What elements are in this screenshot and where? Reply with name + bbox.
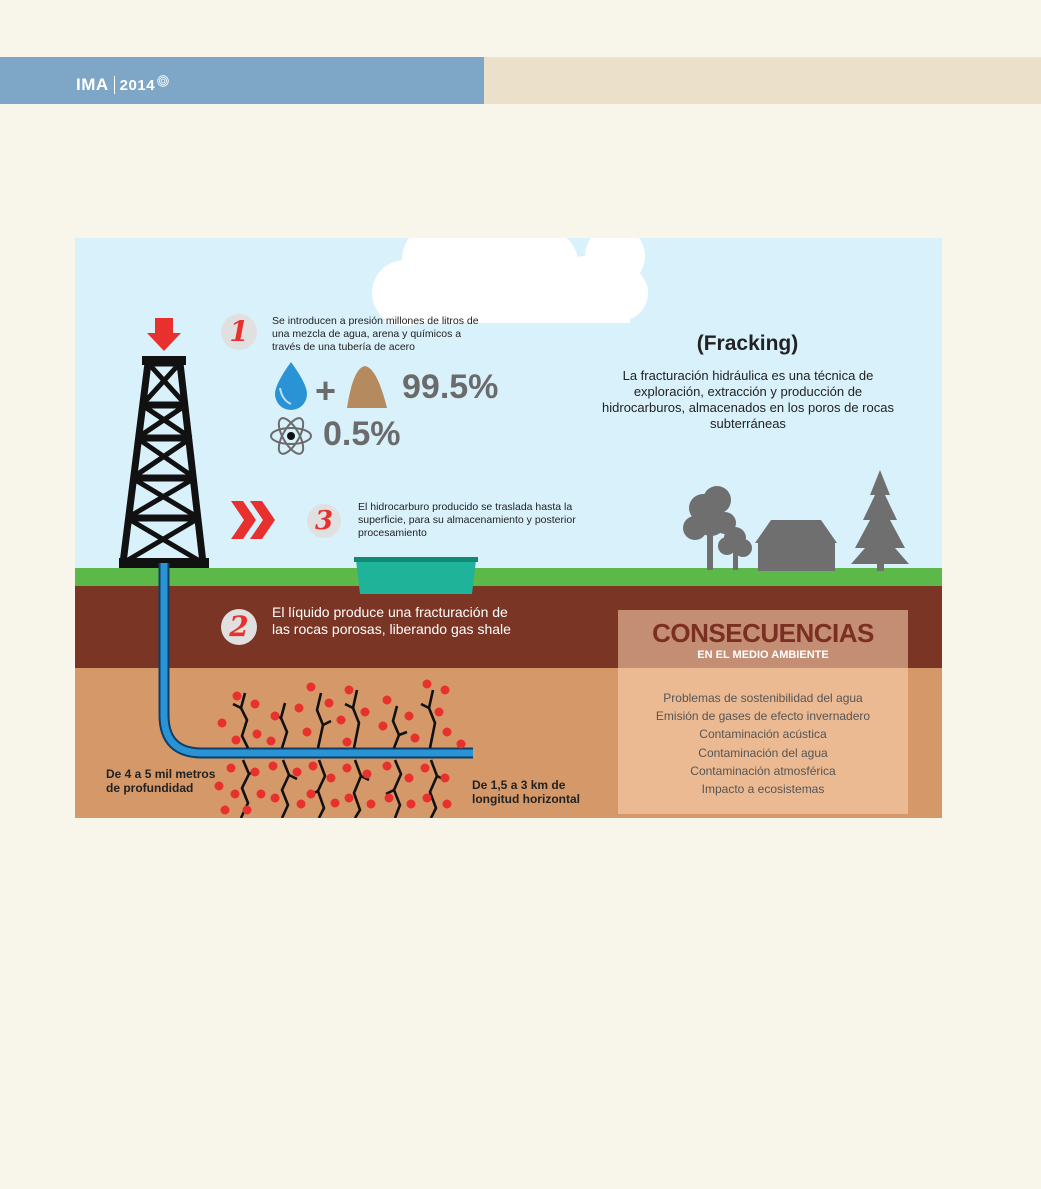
- step-1-number: 1: [221, 314, 257, 350]
- brand-logo: [76, 73, 169, 97]
- consequence-item: Contaminación atmosférica: [690, 763, 836, 778]
- storage-tank: [356, 560, 476, 594]
- consequences-subtitle: EN EL MEDIO AMBIENTE: [697, 649, 829, 661]
- step-3-text: El hidrocarburo producido se traslada hasta la superficie, para su almacenamiento y posterior procesamiento: [358, 501, 576, 539]
- fracking-title: (Fracking): [696, 332, 799, 355]
- step-2-text: El líquido produce una fracturación de las rocas porosas, liberando gas shale: [272, 604, 511, 637]
- chemicals-percent: 0.5%: [323, 415, 401, 453]
- depth-label: De 4 a 5 mil metros de profundidad: [106, 767, 216, 795]
- fracking-description: La fracturación hidráulica es una técnica de exploración, extracción y producción de hidrocarburos, almacenados en los poros de rocas subterráneas: [602, 368, 894, 431]
- consequence-item: Contaminación del agua: [698, 745, 828, 760]
- storage-tank-lid: [354, 557, 478, 562]
- step-1-text: Se introducen a presión millones de litros de una mezcla de agua, arena y químicos a través de una tubería de acero: [272, 315, 479, 353]
- step-3-number: 3: [307, 504, 341, 538]
- brand-year: 2014: [119, 76, 156, 94]
- brand-name: IMA: [76, 75, 109, 94]
- header-bar-right: [484, 57, 1041, 104]
- consequences-list: [618, 689, 908, 798]
- consequence-item: Emisión de gases de efecto invernadero: [655, 709, 871, 724]
- target-icon: [157, 75, 169, 87]
- house-icon: [755, 520, 837, 571]
- brand-separator: [114, 76, 115, 94]
- length-label: De 1,5 a 3 km de longitud horizontal: [472, 778, 580, 806]
- consequences-title: CONSECUENCIAS: [652, 618, 874, 648]
- water-sand-percent: 99.5%: [402, 368, 499, 406]
- consequence-item: Contaminación acústica: [699, 727, 827, 742]
- cloud: [372, 238, 648, 326]
- plus-icon: +: [315, 370, 337, 411]
- fracking-infographic: [75, 238, 942, 818]
- header-bar-left: [0, 57, 484, 104]
- step-2-number: 2: [221, 609, 257, 645]
- consequence-item: Impacto a ecosistemas: [701, 782, 825, 797]
- consequence-item: Problemas de sostenibilidad del agua: [663, 691, 863, 705]
